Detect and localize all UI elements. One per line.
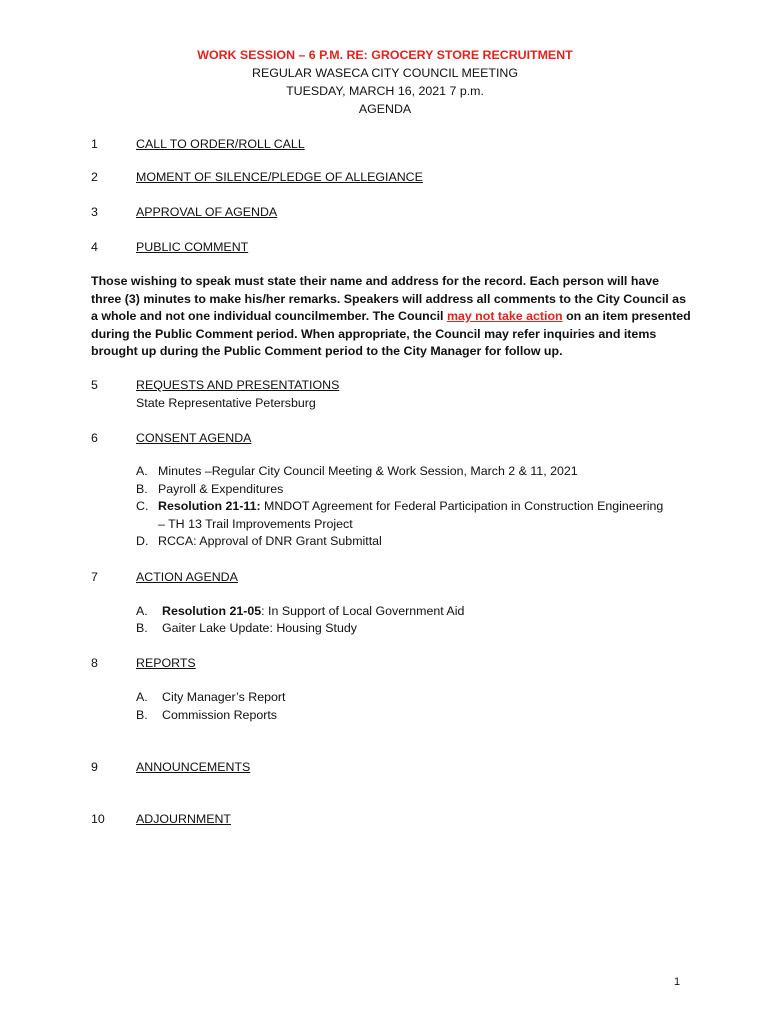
agenda-heading: AGENDA [358, 102, 412, 116]
action-item-resolution-21-05 [162, 604, 464, 618]
item-action-agenda: ACTION AGENDA [136, 570, 238, 584]
public-comment-text-after: on an item presented during the Public Comment period. When appropriate, the Council may refer inquiries and items brought up during the Public Comment period to the City Manager for follow up. [91, 309, 691, 358]
public-comment-highlight: may not take action [446, 309, 563, 323]
item-adjournment: ADJOURNMENT [136, 812, 231, 826]
item-reports: REPORTS [136, 656, 196, 670]
consent-letter: D. [136, 534, 149, 548]
consent-item-payroll: Payroll & Expenditures [158, 482, 284, 496]
item-public-comment: PUBLIC COMMENT [136, 240, 249, 254]
item-number: 9 [91, 760, 98, 774]
action-item-gaiter-lake: Gaiter Lake Update: Housing Study [162, 621, 357, 635]
resolution-text: MNDOT Agreement for Federal Participation in Construction Engineering [260, 499, 664, 513]
action-letter: A. [136, 604, 148, 618]
resolution-label: Resolution 21-11: [158, 499, 261, 513]
item-requests-presentations: REQUESTS AND PRESENTATIONS [136, 378, 340, 392]
consent-letter: A. [136, 464, 148, 478]
item-number: 8 [91, 656, 98, 670]
item-call-to-order: CALL TO ORDER/ROLL CALL [136, 137, 305, 151]
consent-item-minutes: Minutes –Regular City Council Meeting & Work Session, March 2 & 11, 2021 [158, 464, 578, 478]
presentation-detail: State Representative Petersburg [136, 396, 316, 410]
report-city-manager: City Manager’s Report [162, 690, 286, 704]
item-number: 4 [91, 240, 98, 254]
item-number: 6 [91, 431, 98, 445]
item-approval-of-agenda: APPROVAL OF AGENDA [136, 205, 278, 219]
item-number: 2 [91, 170, 98, 184]
resolution-label: Resolution 21-05 [162, 604, 262, 618]
consent-item-rcca: RCCA: Approval of DNR Grant Submittal [158, 534, 382, 548]
document-title: WORK SESSION – 6 P.M. RE: GROCERY STORE RECRUITMENT [197, 48, 573, 62]
reports-letter: A. [136, 690, 148, 704]
item-consent-agenda: CONSENT AGENDA [136, 431, 252, 445]
item-announcements: ANNOUNCEMENTS [136, 760, 251, 774]
page-number: 1 [674, 976, 681, 988]
reports-letter: B. [136, 708, 148, 722]
item-number: 3 [91, 205, 98, 219]
consent-item-resolution-continued: – TH 13 Trail Improvements Project [158, 517, 353, 531]
public-comment-paragraph [91, 273, 691, 361]
meeting-name: REGULAR WASECA CITY COUNCIL MEETING [252, 66, 518, 80]
item-number: 7 [91, 570, 98, 584]
report-commission: Commission Reports [162, 708, 277, 722]
consent-item-resolution-21-11 [158, 499, 663, 513]
item-number: 1 [91, 137, 98, 151]
resolution-text: : In Support of Local Government Aid [261, 604, 465, 618]
public-comment-text-before: Those wishing to speak must state their name and address for the record. Each person will have three (3) minutes to make his/her remarks. Speakers will address all comments to the City Council as a whole and not one individual councilmember. The Council [91, 274, 686, 323]
action-letter: B. [136, 621, 148, 635]
item-number: 5 [91, 378, 98, 392]
item-pledge: MOMENT OF SILENCE/PLEDGE OF ALLEGIANCE [136, 170, 423, 184]
meeting-date: TUESDAY, MARCH 16, 2021 7 p.m. [286, 84, 484, 98]
consent-letter: C. [136, 499, 149, 513]
item-number: 10 [91, 812, 105, 826]
consent-letter: B. [136, 482, 148, 496]
